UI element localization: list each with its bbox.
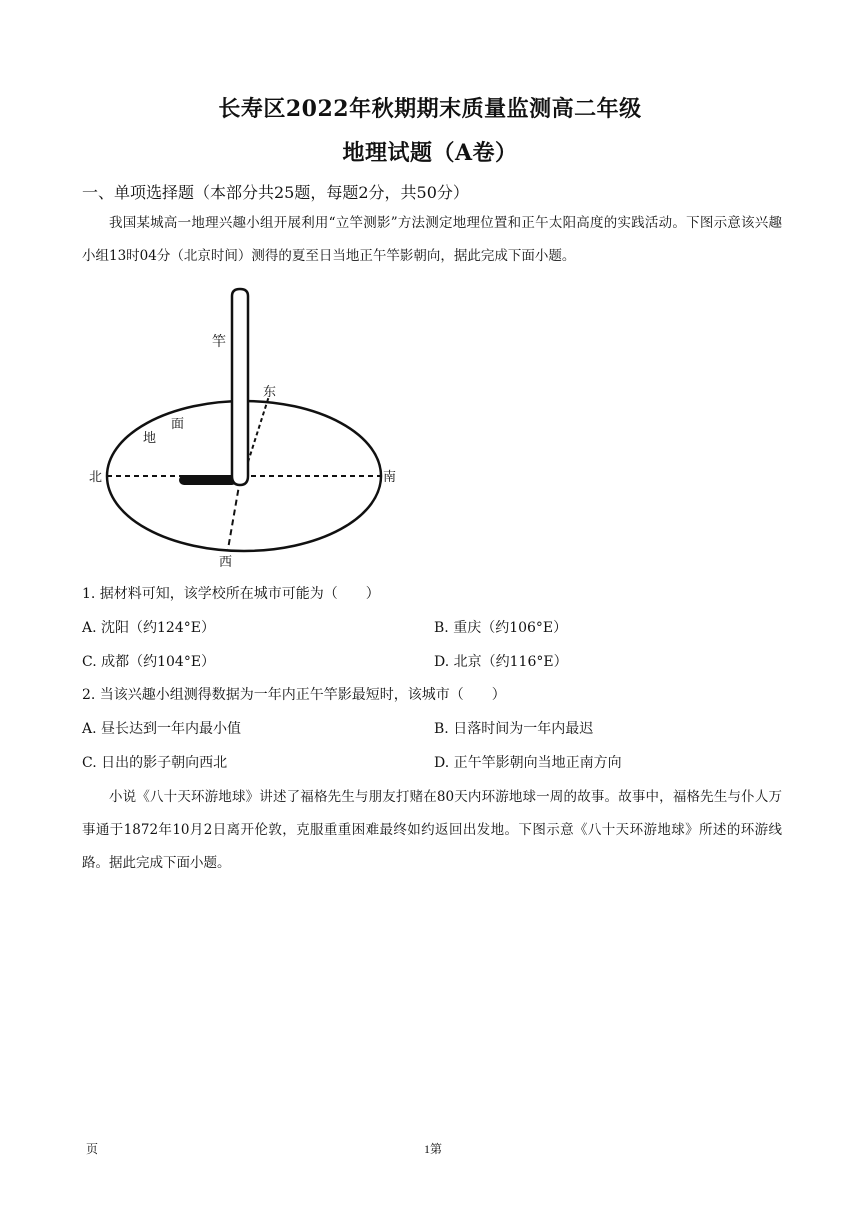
pole xyxy=(232,289,248,485)
question-1-option-d: D. 北京（约116°E） xyxy=(434,654,568,670)
question-2-option-b: B. 日落时间为一年内最迟 xyxy=(434,721,594,737)
footer-left: 页 xyxy=(86,1142,99,1156)
page-number: 1第 xyxy=(424,1142,443,1156)
east-label: 东 xyxy=(263,385,277,400)
east-line xyxy=(248,396,269,462)
question-2-option-a: A. 昼长达到一年内最小值 xyxy=(82,721,242,737)
west-line xyxy=(228,480,240,549)
exam-subtitle: 地理试题（A卷） xyxy=(342,140,518,166)
passage-2: 小说《八十天环游地球》讲述了福格先生与朋友打赌在80天内环游地球一周的故事。故事中，福格先生与仆人万事通于1872年10月2日离开伦敦，克服重重困难最终如约返回出发地。下图示意《八十天环游地球》所述的环游线路。据此完成下面小题。 xyxy=(82,789,782,871)
pole-label: 竿 xyxy=(212,334,226,350)
exam-title: 长寿区2022年秋期期末质量监测高二年级 xyxy=(218,96,642,122)
ground-label-2: 面 xyxy=(171,417,185,432)
pole-shadow-figure xyxy=(82,284,412,574)
passage-1: 我国某城高一地理兴趣小组开展利用“立竿测影”方法测定地理位置和正午太阳高度的实践活动。下图示意该兴趣小组13时04分（北京时间）测得的夏至日当地正午竿影朝向，据此完成下面小题。 xyxy=(82,215,782,264)
south-label: 南 xyxy=(383,470,397,485)
question-2-option-c: C. 日出的影子朝向西北 xyxy=(82,755,228,771)
question-1-option-a: A. 沈阳（约124°E） xyxy=(82,620,215,636)
question-1-option-b: B. 重庆（约106°E） xyxy=(434,620,568,636)
section-heading: 一、单项选择题（本部分共25题，每题2分，共50分） xyxy=(82,183,469,202)
ground-label-1: 地 xyxy=(143,431,157,446)
question-2-stem: 2. 当该兴趣小组测得数据为一年内正午竿影最短时，该城市（ ） xyxy=(82,687,506,703)
question-1-option-c: C. 成都（约104°E） xyxy=(82,654,216,670)
question-1-stem: 1. 据材料可知，该学校所在城市可能为（ ） xyxy=(82,586,380,602)
question-2-option-d: D. 正午竿影朝向当地正南方向 xyxy=(434,755,622,771)
north-label: 北 xyxy=(89,470,103,485)
west-label: 西 xyxy=(219,555,233,570)
